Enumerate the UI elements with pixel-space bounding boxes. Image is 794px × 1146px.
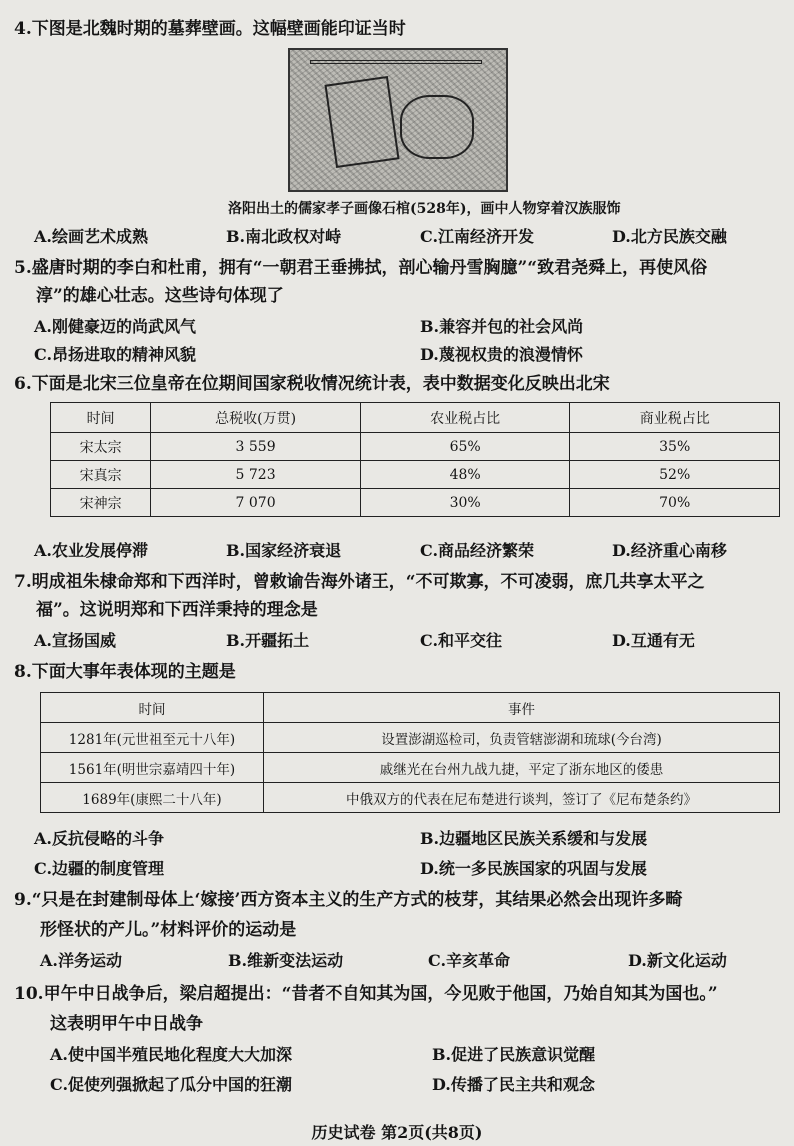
q4-option-c[interactable]: C.江南经济开发 [420, 227, 535, 246]
q7-option-a[interactable]: A.宣扬国威 [34, 631, 116, 650]
q4-option-a[interactable]: A.绘画艺术成熟 [34, 227, 148, 246]
q7-option-c[interactable]: C.和平交往 [420, 631, 503, 650]
q6-cell: 65% [360, 433, 570, 461]
q9-stem-line1: 9.“只是在封建制母体上‘嫁接’西方资本主义的生产方式的枝芽，其结果必然会出现许多畸 [14, 890, 683, 910]
q8-cell: 设置澎湖巡检司，负责管辖澎湖和琉球(今台湾) [264, 723, 780, 753]
q6-option-b[interactable]: B.国家经济衰退 [226, 541, 342, 560]
tomb-mural-image [288, 48, 508, 192]
q6-cell: 35% [570, 433, 780, 461]
q6-header-comm: 商业税占比 [570, 403, 780, 433]
q4-option-b[interactable]: B.南北政权对峙 [226, 227, 342, 246]
q8-timeline-table [40, 692, 780, 813]
q9-stem-line2: 形怪状的产儿。”材料评价的运动是 [40, 920, 297, 940]
table-row [51, 433, 780, 461]
q7-option-d[interactable]: D.互通有无 [612, 631, 695, 650]
q6-header-row [51, 403, 780, 433]
q8-option-d[interactable]: D.统一多民族国家的巩固与发展 [420, 859, 647, 878]
q6-option-c[interactable]: C.商品经济繁荣 [420, 541, 535, 560]
q4-image-caption: 洛阳出土的儒家孝子画像石棺(528年)，画中人物穿着汉族服饰 [228, 201, 621, 217]
q6-cell: 52% [570, 461, 780, 489]
q8-cell: 中俄双方的代表在尼布楚进行谈判，签订了《尼布楚条约》 [264, 783, 780, 813]
q8-cell: 1281年(元世祖至元十八年) [41, 723, 264, 753]
table-row [51, 489, 780, 517]
q5-option-c[interactable]: C.昂扬进取的精神风貌 [34, 345, 197, 364]
q6-cell: 70% [570, 489, 780, 517]
q8-cell: 戚继光在台州九战九捷，平定了浙东地区的倭患 [264, 753, 780, 783]
q6-cell: 宋真宗 [51, 461, 151, 489]
q8-option-c[interactable]: C.边疆的制度管理 [34, 859, 165, 878]
q6-option-a[interactable]: A.农业发展停滞 [34, 541, 148, 560]
q6-header-agri: 农业税占比 [360, 403, 570, 433]
q8-option-b[interactable]: B.边疆地区民族关系缓和与发展 [420, 829, 648, 848]
table-row [41, 753, 780, 783]
q8-cell: 1561年(明世宗嘉靖四十年) [41, 753, 264, 783]
q10-stem-line1: 10.甲午中日战争后，梁启超提出：“昔者不自知其为国，今见败于他国，乃始自知其为国也。” [14, 984, 718, 1004]
q9-option-d[interactable]: D.新文化运动 [628, 951, 727, 970]
table-row [41, 723, 780, 753]
q4-option-d[interactable]: D.北方民族交融 [612, 227, 727, 246]
q6-cell: 3 559 [151, 433, 361, 461]
q7-option-b[interactable]: B.开疆拓土 [226, 631, 310, 650]
q10-option-a[interactable]: A.使中国半殖民地化程度大大加深 [50, 1045, 292, 1064]
q6-cell: 宋太宗 [51, 433, 151, 461]
q10-stem-line2: 这表明甲午中日战争 [50, 1014, 203, 1034]
q10-option-b[interactable]: B.促进了民族意识觉醒 [432, 1045, 596, 1064]
table-row [51, 461, 780, 489]
q6-cell: 48% [360, 461, 570, 489]
q10-option-c[interactable]: C.促使列强掀起了瓜分中国的狂潮 [50, 1075, 293, 1094]
q6-cell: 30% [360, 489, 570, 517]
q8-stem: 8.下面大事年表体现的主题是 [14, 662, 236, 682]
q8-option-a[interactable]: A.反抗侵略的斗争 [34, 829, 164, 848]
q9-option-c[interactable]: C.辛亥革命 [428, 951, 511, 970]
q5-stem-line1: 5.盛唐时期的李白和杜甫，拥有“一朝君王垂拂拭，剖心输丹雪胸臆”“致君尧舜上，再使风俗 [14, 258, 708, 278]
q7-stem-line1: 7.明成祖朱棣命郑和下西洋时，曾敕谕告海外诸王，“不可欺寡，不可凌弱，庶几共享太平之 [14, 572, 705, 592]
q5-option-a[interactable]: A.刚健豪迈的尚武风气 [34, 317, 196, 336]
q5-option-d[interactable]: D.蔑视权贵的浪漫情怀 [420, 345, 583, 364]
q4-stem: 4.下图是北魏时期的墓葬壁画。这幅壁画能印证当时 [14, 19, 406, 39]
q6-header-time: 时间 [51, 403, 151, 433]
q8-cell: 1689年(康熙二十八年) [41, 783, 264, 813]
q6-cell: 7 070 [151, 489, 361, 517]
table-row [41, 783, 780, 813]
q6-stem: 6.下面是北宋三位皇帝在位期间国家税收情况统计表，表中数据变化反映出北宋 [14, 374, 610, 394]
q8-header-row [41, 693, 780, 723]
q6-tax-table [50, 402, 780, 517]
q9-option-b[interactable]: B.维新变法运动 [228, 951, 344, 970]
q8-header-time: 时间 [41, 693, 264, 723]
q5-option-b[interactable]: B.兼容并包的社会风尚 [420, 317, 584, 336]
q6-option-d[interactable]: D.经济重心南移 [612, 541, 727, 560]
q6-cell: 宋神宗 [51, 489, 151, 517]
q7-stem-line2: 福”。这说明郑和下西洋秉持的理念是 [36, 600, 318, 620]
page-footer: 历史试卷 第2页(共8页) [311, 1123, 483, 1142]
q9-option-a[interactable]: A.洋务运动 [40, 951, 122, 970]
q10-option-d[interactable]: D.传播了民主共和观念 [432, 1075, 595, 1094]
q6-header-total: 总税收(万贯) [151, 403, 361, 433]
q5-stem-line2: 淳”的雄心壮志。这些诗句体现了 [36, 286, 284, 306]
q8-header-event: 事件 [264, 693, 780, 723]
q6-cell: 5 723 [151, 461, 361, 489]
